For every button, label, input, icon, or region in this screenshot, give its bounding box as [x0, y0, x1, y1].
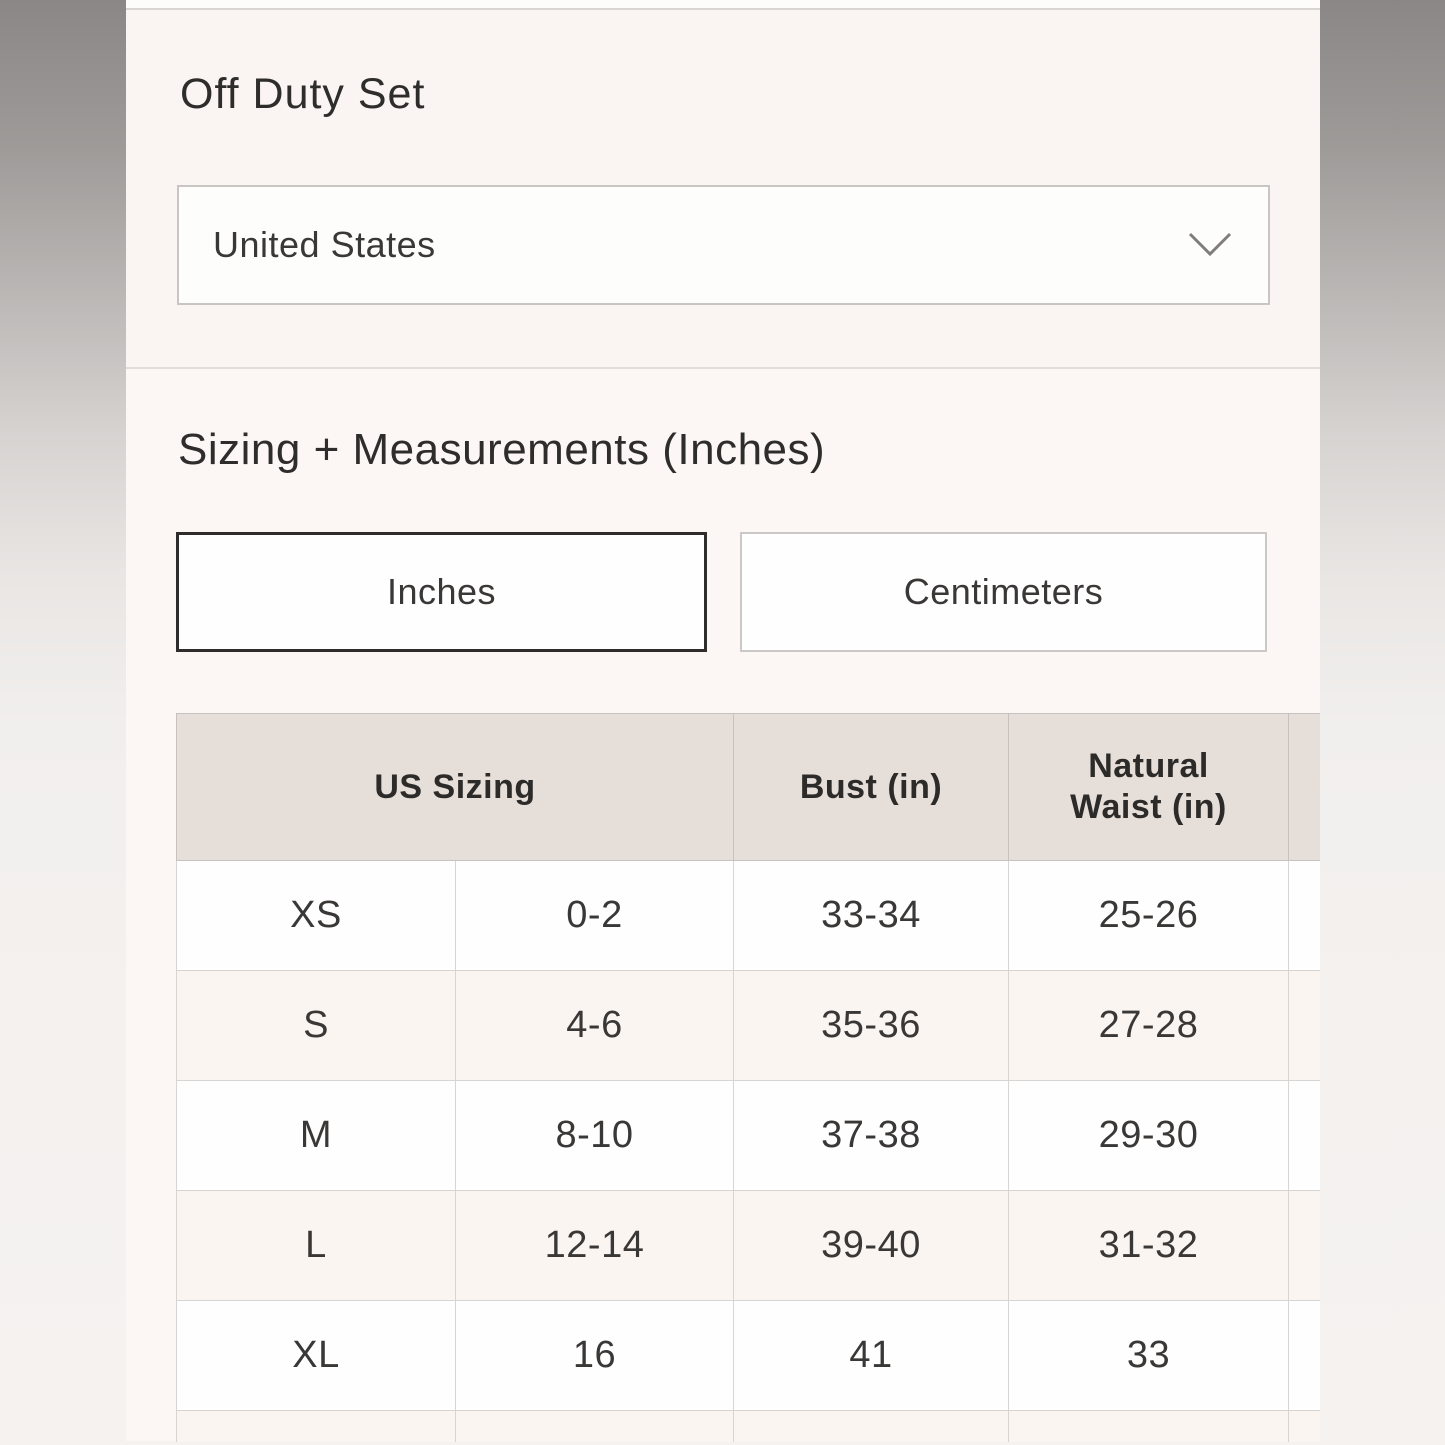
chevron-down-icon	[1188, 232, 1232, 258]
cell-bust: 39-40	[734, 1191, 1009, 1301]
table-row-l	[177, 1191, 1321, 1301]
unit-button-inches[interactable]: Inches	[176, 532, 707, 652]
table-row-partial	[177, 1411, 1321, 1443]
cell-us-range: 12-14	[456, 1191, 734, 1301]
cell-us-range: 0-2	[456, 861, 734, 971]
cell-size	[177, 1411, 456, 1443]
cell-us-range: 4-6	[456, 971, 734, 1081]
cell-waist: 31-32	[1009, 1191, 1289, 1301]
cell-size: M	[177, 1081, 456, 1191]
size-table-wrapper	[176, 713, 1320, 1442]
col-header-cutoff	[1289, 714, 1320, 861]
col-header-us-sizing: US Sizing	[177, 714, 734, 861]
cell-bust: 33-34	[734, 861, 1009, 971]
cell-us-range: 8-10	[456, 1081, 734, 1191]
product-section	[126, 10, 1320, 369]
cell-us-range: 16	[456, 1301, 734, 1411]
cell-cutoff	[1289, 1191, 1320, 1301]
size-table	[176, 713, 1320, 1442]
col-header-bust: Bust (in)	[734, 714, 1009, 861]
sizing-section	[126, 369, 1320, 1441]
top-divider-strip	[126, 0, 1320, 10]
cell-cutoff	[1289, 861, 1320, 971]
cell-cutoff	[1289, 1301, 1320, 1411]
cell-waist	[1009, 1411, 1289, 1443]
cell-size: S	[177, 971, 456, 1081]
country-dropdown[interactable]	[177, 185, 1270, 305]
unit-button-centimeters[interactable]: Centimeters	[740, 532, 1267, 652]
table-row-xl	[177, 1301, 1321, 1411]
cell-cutoff	[1289, 1411, 1320, 1443]
cell-bust: 37-38	[734, 1081, 1009, 1191]
cell-bust: 35-36	[734, 971, 1009, 1081]
cell-size: XL	[177, 1301, 456, 1411]
cell-waist: 29-30	[1009, 1081, 1289, 1191]
sizing-heading: Sizing + Measurements (Inches)	[178, 425, 826, 474]
cell-waist: 25-26	[1009, 861, 1289, 971]
cell-us-range	[456, 1411, 734, 1443]
country-dropdown-value: United States	[213, 224, 436, 265]
cell-waist: 33	[1009, 1301, 1289, 1411]
cell-bust	[734, 1411, 1009, 1443]
table-row-m	[177, 1081, 1321, 1191]
cell-cutoff	[1289, 971, 1320, 1081]
cell-cutoff	[1289, 1081, 1320, 1191]
unit-toggle	[176, 532, 1270, 652]
product-title: Off Duty Set	[180, 70, 426, 118]
table-header-row	[177, 714, 1321, 861]
content-column	[126, 0, 1320, 1445]
cell-bust: 41	[734, 1301, 1009, 1411]
cell-waist: 27-28	[1009, 971, 1289, 1081]
cell-size: XS	[177, 861, 456, 971]
table-row-xs	[177, 861, 1321, 971]
col-header-natural-waist: Natural Waist (in)	[1009, 714, 1289, 861]
table-row-s	[177, 971, 1321, 1081]
cell-size: L	[177, 1191, 456, 1301]
